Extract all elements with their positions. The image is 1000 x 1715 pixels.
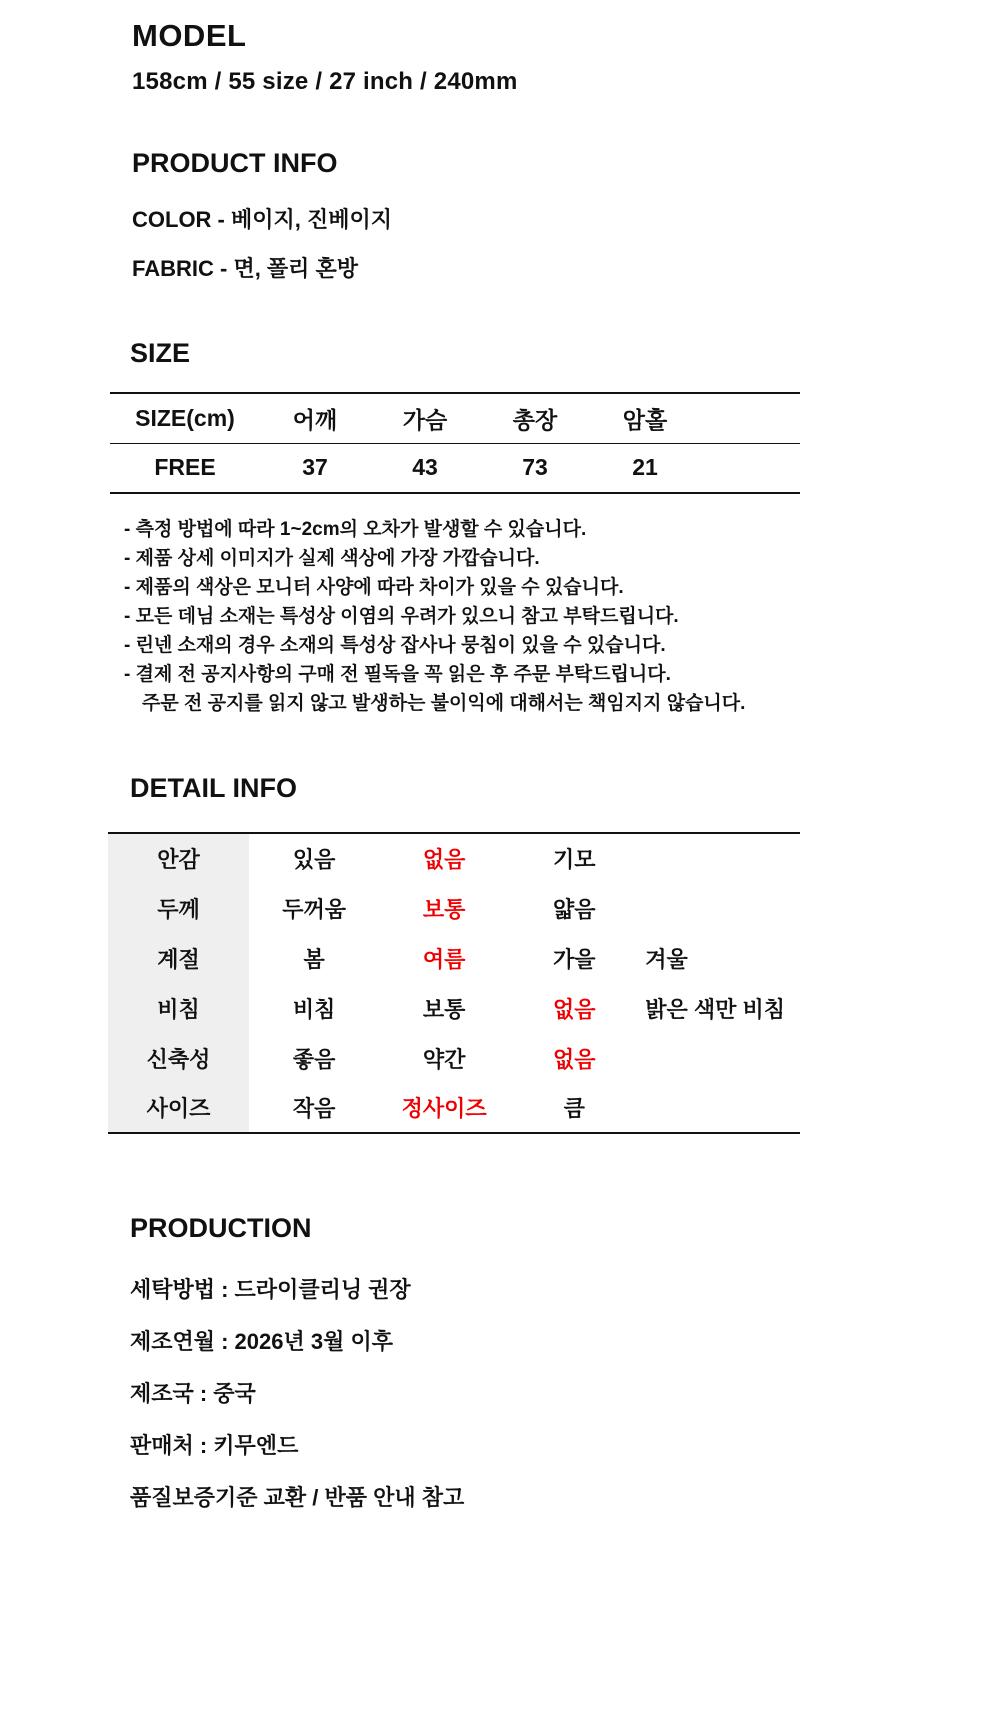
detail-option-selected: 없음 (552, 996, 596, 1022)
production-line: 제조국 : 중국 (130, 1381, 256, 1406)
detail-option: 얇음 (552, 896, 596, 922)
detail-row-label: 사이즈 (108, 1083, 249, 1133)
size-table-header-cell: 어깨 (260, 393, 370, 443)
size-table (110, 392, 800, 494)
detail-option: 기모 (552, 847, 596, 872)
detail-option-selected: 정사이즈 (401, 1096, 487, 1121)
detail-option: 보통 (422, 996, 466, 1022)
detail-option: 큼 (563, 1096, 585, 1121)
production-line: 판매처 : 키무엔드 (130, 1433, 299, 1458)
detail-option: 있음 (292, 847, 336, 872)
size-table-cell: 43 (412, 454, 438, 481)
production-heading: PRODUCTION (130, 1213, 312, 1243)
detail-row (108, 833, 800, 883)
size-notes (124, 515, 884, 718)
size-note: - 제품의 색상은 모니터 사양에 따라 차이가 있을 수 있습니다. (124, 577, 624, 598)
size-table-header-cell: 가슴 (370, 393, 480, 443)
detail-row-label: 안감 (108, 833, 249, 883)
detail-option: 겨울 (645, 946, 688, 972)
size-table-header-cell: 암홀 (590, 393, 700, 443)
detail-row-label: 계절 (108, 933, 249, 983)
size-table-row-label: FREE (154, 454, 216, 481)
detail-row-label: 두께 (108, 883, 249, 933)
model-spec-text: 158cm / 55 size / 27 inch / 240mm (132, 68, 518, 95)
detail-option (639, 833, 800, 883)
production-line: 세탁방법 : 드라이클리닝 권장 (130, 1277, 411, 1302)
detail-option: 두꺼움 (282, 896, 346, 922)
production-line: 품질보증기준 교환 / 반품 안내 참고 (130, 1485, 465, 1510)
detail-info-heading: DETAIL INFO (130, 773, 297, 803)
size-table-header-row (110, 393, 800, 443)
detail-option-selected: 없음 (422, 847, 466, 872)
detail-option (639, 883, 800, 933)
detail-option: 밝은 색만 비침 (645, 996, 786, 1022)
size-note: 주문 전 공지를 읽지 않고 발생하는 불이익에 대해서는 책임지지 않습니다. (142, 693, 746, 714)
size-table-cell: 73 (522, 454, 548, 481)
size-note: - 모든 데님 소재는 특성상 이염의 우려가 있으니 참고 부탁드립니다. (124, 606, 679, 627)
detail-option-selected: 없음 (552, 1046, 596, 1072)
size-table-cell: 37 (302, 454, 328, 481)
detail-option: 약간 (422, 1046, 466, 1072)
size-table-cell: 21 (632, 454, 658, 481)
size-table-header-cell: 총장 (480, 393, 590, 443)
detail-row-label: 비침 (108, 983, 249, 1033)
detail-row-label: 신축성 (108, 1033, 249, 1083)
detail-option: 작음 (292, 1096, 336, 1121)
model-heading: MODEL (132, 18, 247, 53)
size-note: - 결제 전 공지사항의 구매 전 필독을 꼭 읽은 후 주문 부탁드립니다. (124, 664, 671, 685)
detail-row (108, 983, 800, 1033)
detail-option-selected: 여름 (422, 946, 466, 972)
size-table-header-cell: SIZE(cm) (110, 393, 260, 443)
product-info-color: COLOR - 베이지, 진베이지 (132, 207, 392, 232)
detail-row (108, 933, 800, 983)
size-table-cell-empty (700, 443, 800, 493)
detail-option: 가을 (552, 946, 596, 972)
size-note: - 린넨 소재의 경우 소재의 특성상 잡사나 뭉침이 있을 수 있습니다. (124, 635, 666, 656)
detail-row (108, 1033, 800, 1083)
size-note: - 제품 상세 이미지가 실제 색상에 가장 가깝습니다. (124, 548, 540, 569)
detail-option: 비침 (292, 996, 336, 1022)
detail-row (108, 883, 800, 933)
detail-option: 좋음 (292, 1046, 336, 1072)
size-table-row (110, 443, 800, 493)
size-table-header-cell-empty (700, 393, 800, 443)
detail-option-selected: 보통 (422, 896, 466, 922)
production-line: 제조연월 : 2026년 3월 이후 (130, 1329, 393, 1354)
detail-option (639, 1033, 800, 1083)
size-note: - 측정 방법에 따라 1~2cm의 오차가 발생할 수 있습니다. (124, 519, 587, 540)
detail-option: 봄 (303, 946, 325, 972)
size-heading: SIZE (130, 338, 191, 368)
detail-info-table (108, 832, 800, 1134)
product-info-heading: PRODUCT INFO (132, 148, 338, 178)
product-info-fabric: FABRIC - 면, 폴리 혼방 (132, 256, 359, 281)
detail-row (108, 1083, 800, 1133)
detail-option (639, 1083, 800, 1133)
